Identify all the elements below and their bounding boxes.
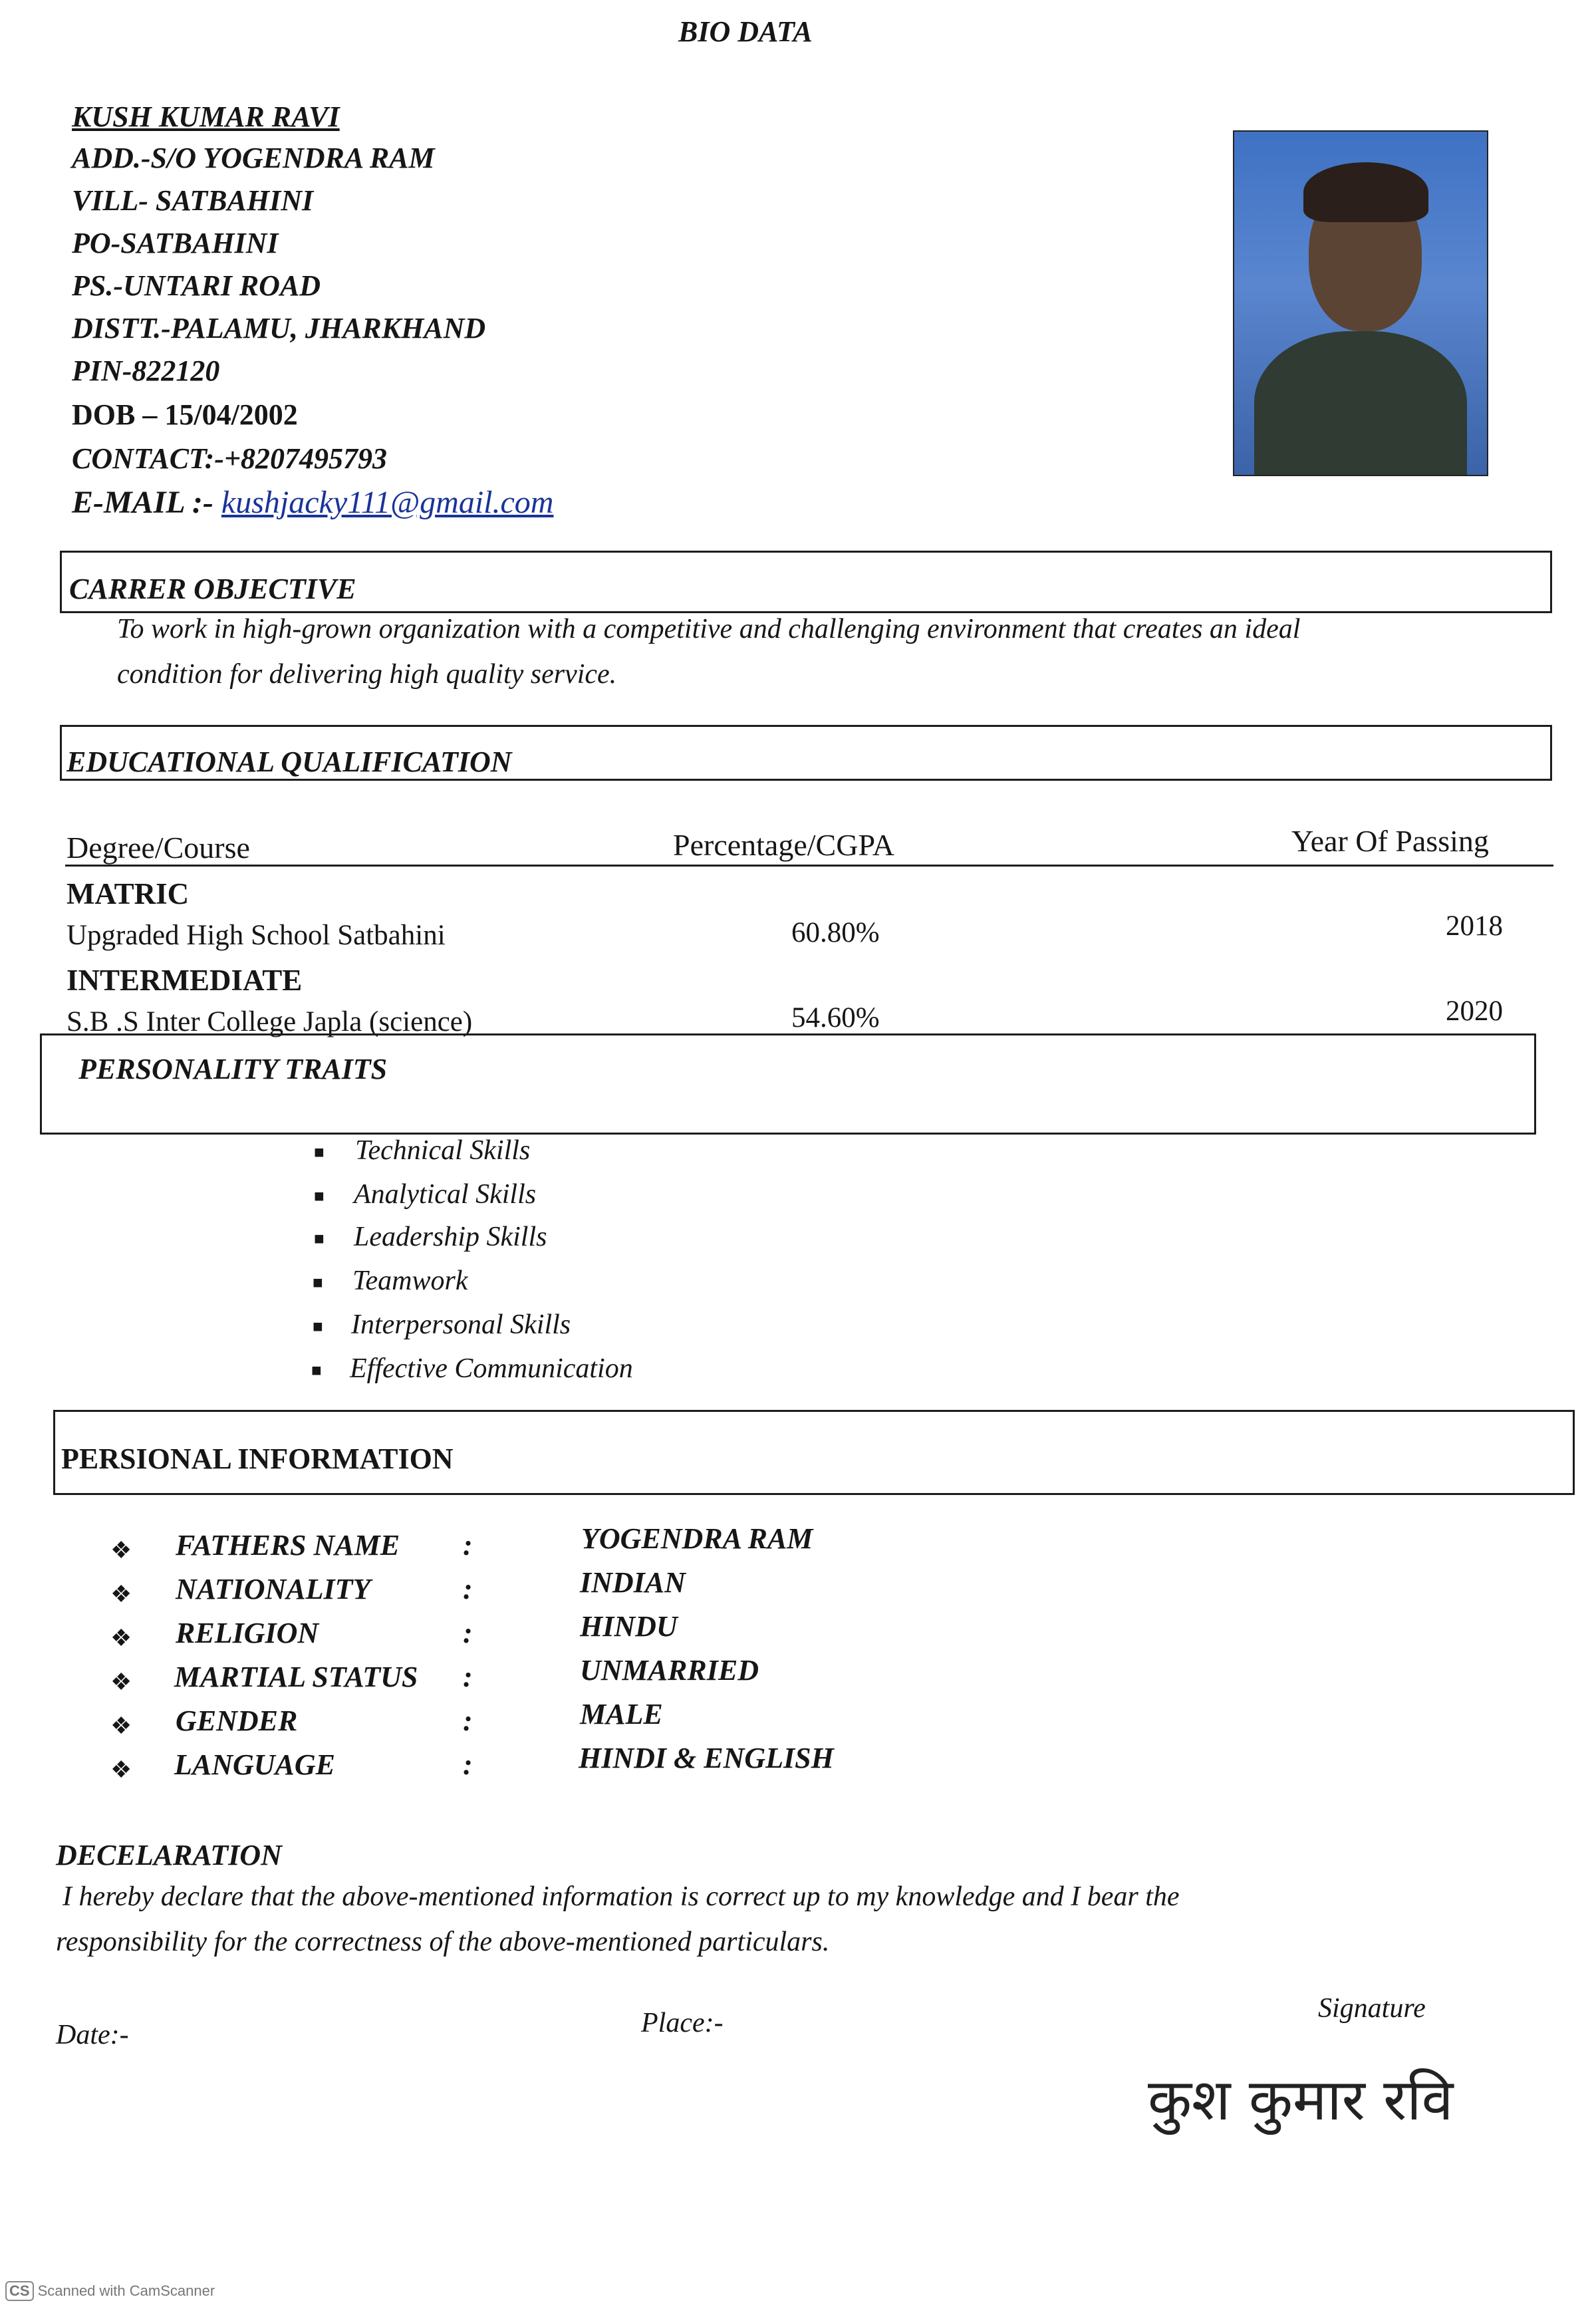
info-bullet: ❖ [110,1625,132,1651]
info-separator: : [463,1748,473,1781]
candidate-name: KUSH KUMAR RAVI [72,100,340,133]
info-value: HINDI & ENGLISH [579,1742,834,1774]
camscanner-logo-icon: CS [5,2281,34,2301]
trait-bullet: ■ [314,1229,325,1248]
info-label: GENDER [176,1704,298,1737]
column-header-degree: Degree/Course [66,831,250,865]
education-level: MATRIC [66,877,190,910]
info-label: RELIGION [176,1617,319,1649]
address-line: VILL- SATBAHINI [72,184,314,217]
education-institution: S.B .S Inter College Japla (science) [66,1006,473,1037]
declaration-text-line: responsibility for the correctness of the above-mentioned particulars. [56,1927,830,1957]
scan-watermark [5,2281,215,2301]
info-label: LANGUAGE [174,1748,336,1781]
declaration-heading: DECELARATION [56,1839,282,1871]
address-line: DISTT.-PALAMU, JHARKHAND [72,312,486,344]
trait-bullet: ■ [313,1317,323,1336]
table-header-rule [65,865,1553,867]
trait-bullet: ■ [314,1143,325,1162]
info-label: MARTIAL STATUS [174,1661,418,1693]
page-title: BIO DATA [678,15,813,48]
education-year: 2020 [1446,996,1503,1027]
education-institution: Upgraded High School Satbahini [66,920,446,951]
column-header-percentage: Percentage/CGPA [673,828,895,862]
info-bullet: ❖ [110,1756,132,1783]
info-bullet: ❖ [110,1712,132,1739]
info-separator: : [463,1573,473,1605]
info-bullet: ❖ [110,1537,132,1564]
signature: कुश कुमार रवि [1148,2067,1454,2133]
contact-number: CONTACT:-+8207495793 [72,442,388,475]
trait-item: Leadership Skills [354,1222,547,1252]
info-separator: : [463,1704,473,1737]
objective-heading: CARRER OBJECTIVE [69,573,356,605]
place-field: Place:- [641,2008,724,2038]
info-separator: : [463,1617,473,1649]
info-separator: : [463,1529,473,1562]
info-label: NATIONALITY [176,1573,371,1605]
personal-heading: PERSIONAL INFORMATION [61,1442,454,1475]
photo-hair-shape [1303,162,1428,222]
profile-photo [1233,130,1488,476]
info-value: YOGENDRA RAM [581,1522,813,1555]
column-header-year: Year Of Passing [1291,824,1489,858]
trait-item: Analytical Skills [354,1179,537,1210]
email-link[interactable]: kushjacky111@gmail.com [221,485,554,520]
signature-label: Signature [1318,1993,1426,2024]
trait-item: Technical Skills [355,1135,531,1166]
trait-item: Teamwork [352,1266,468,1296]
photo-body-shape [1254,331,1467,476]
info-bullet: ❖ [110,1581,132,1607]
date-of-birth: DOB – 15/04/2002 [72,398,298,431]
traits-heading: PERSONALITY TRAITS [78,1053,388,1085]
address-line: PS.-UNTARI ROAD [72,269,321,302]
education-percentage: 54.60% [791,1002,880,1033]
trait-item: Interpersonal Skills [351,1309,571,1340]
trait-bullet: ■ [311,1361,322,1380]
objective-text-line: condition for delivering high quality service. [117,659,617,690]
education-year: 2018 [1446,910,1503,942]
trait-bullet: ■ [314,1186,325,1206]
address-line: ADD.-S/O YOGENDRA RAM [72,142,435,174]
address-line: PIN-822120 [72,354,220,387]
address-line: PO-SATBAHINI [72,227,279,259]
info-value: MALE [580,1698,663,1730]
trait-bullet: ■ [313,1273,323,1292]
education-heading: EDUCATIONAL QUALIFICATION [66,746,512,778]
trait-item: Effective Communication [350,1353,633,1384]
scan-watermark-text: Scanned with CamScanner [37,2282,215,2299]
info-label: FATHERS NAME [176,1529,400,1562]
info-separator: : [463,1661,473,1693]
education-percentage: 60.80% [791,917,880,948]
info-value: INDIAN [580,1566,686,1599]
info-value: HINDU [580,1610,678,1643]
email-label: E-MAIL :- [72,485,213,520]
email-row [72,484,553,521]
date-field: Date:- [56,2020,129,2050]
declaration-text-line: I hereby declare that the above-mentioned information is correct up to my knowledge and I bear the [63,1881,1180,1912]
info-bullet: ❖ [110,1669,132,1695]
education-level: INTERMEDIATE [66,964,303,997]
objective-text-line: To work in high-grown organization with a competitive and challenging environment that creates an ideal [117,614,1301,644]
info-value: UNMARRIED [580,1654,759,1687]
